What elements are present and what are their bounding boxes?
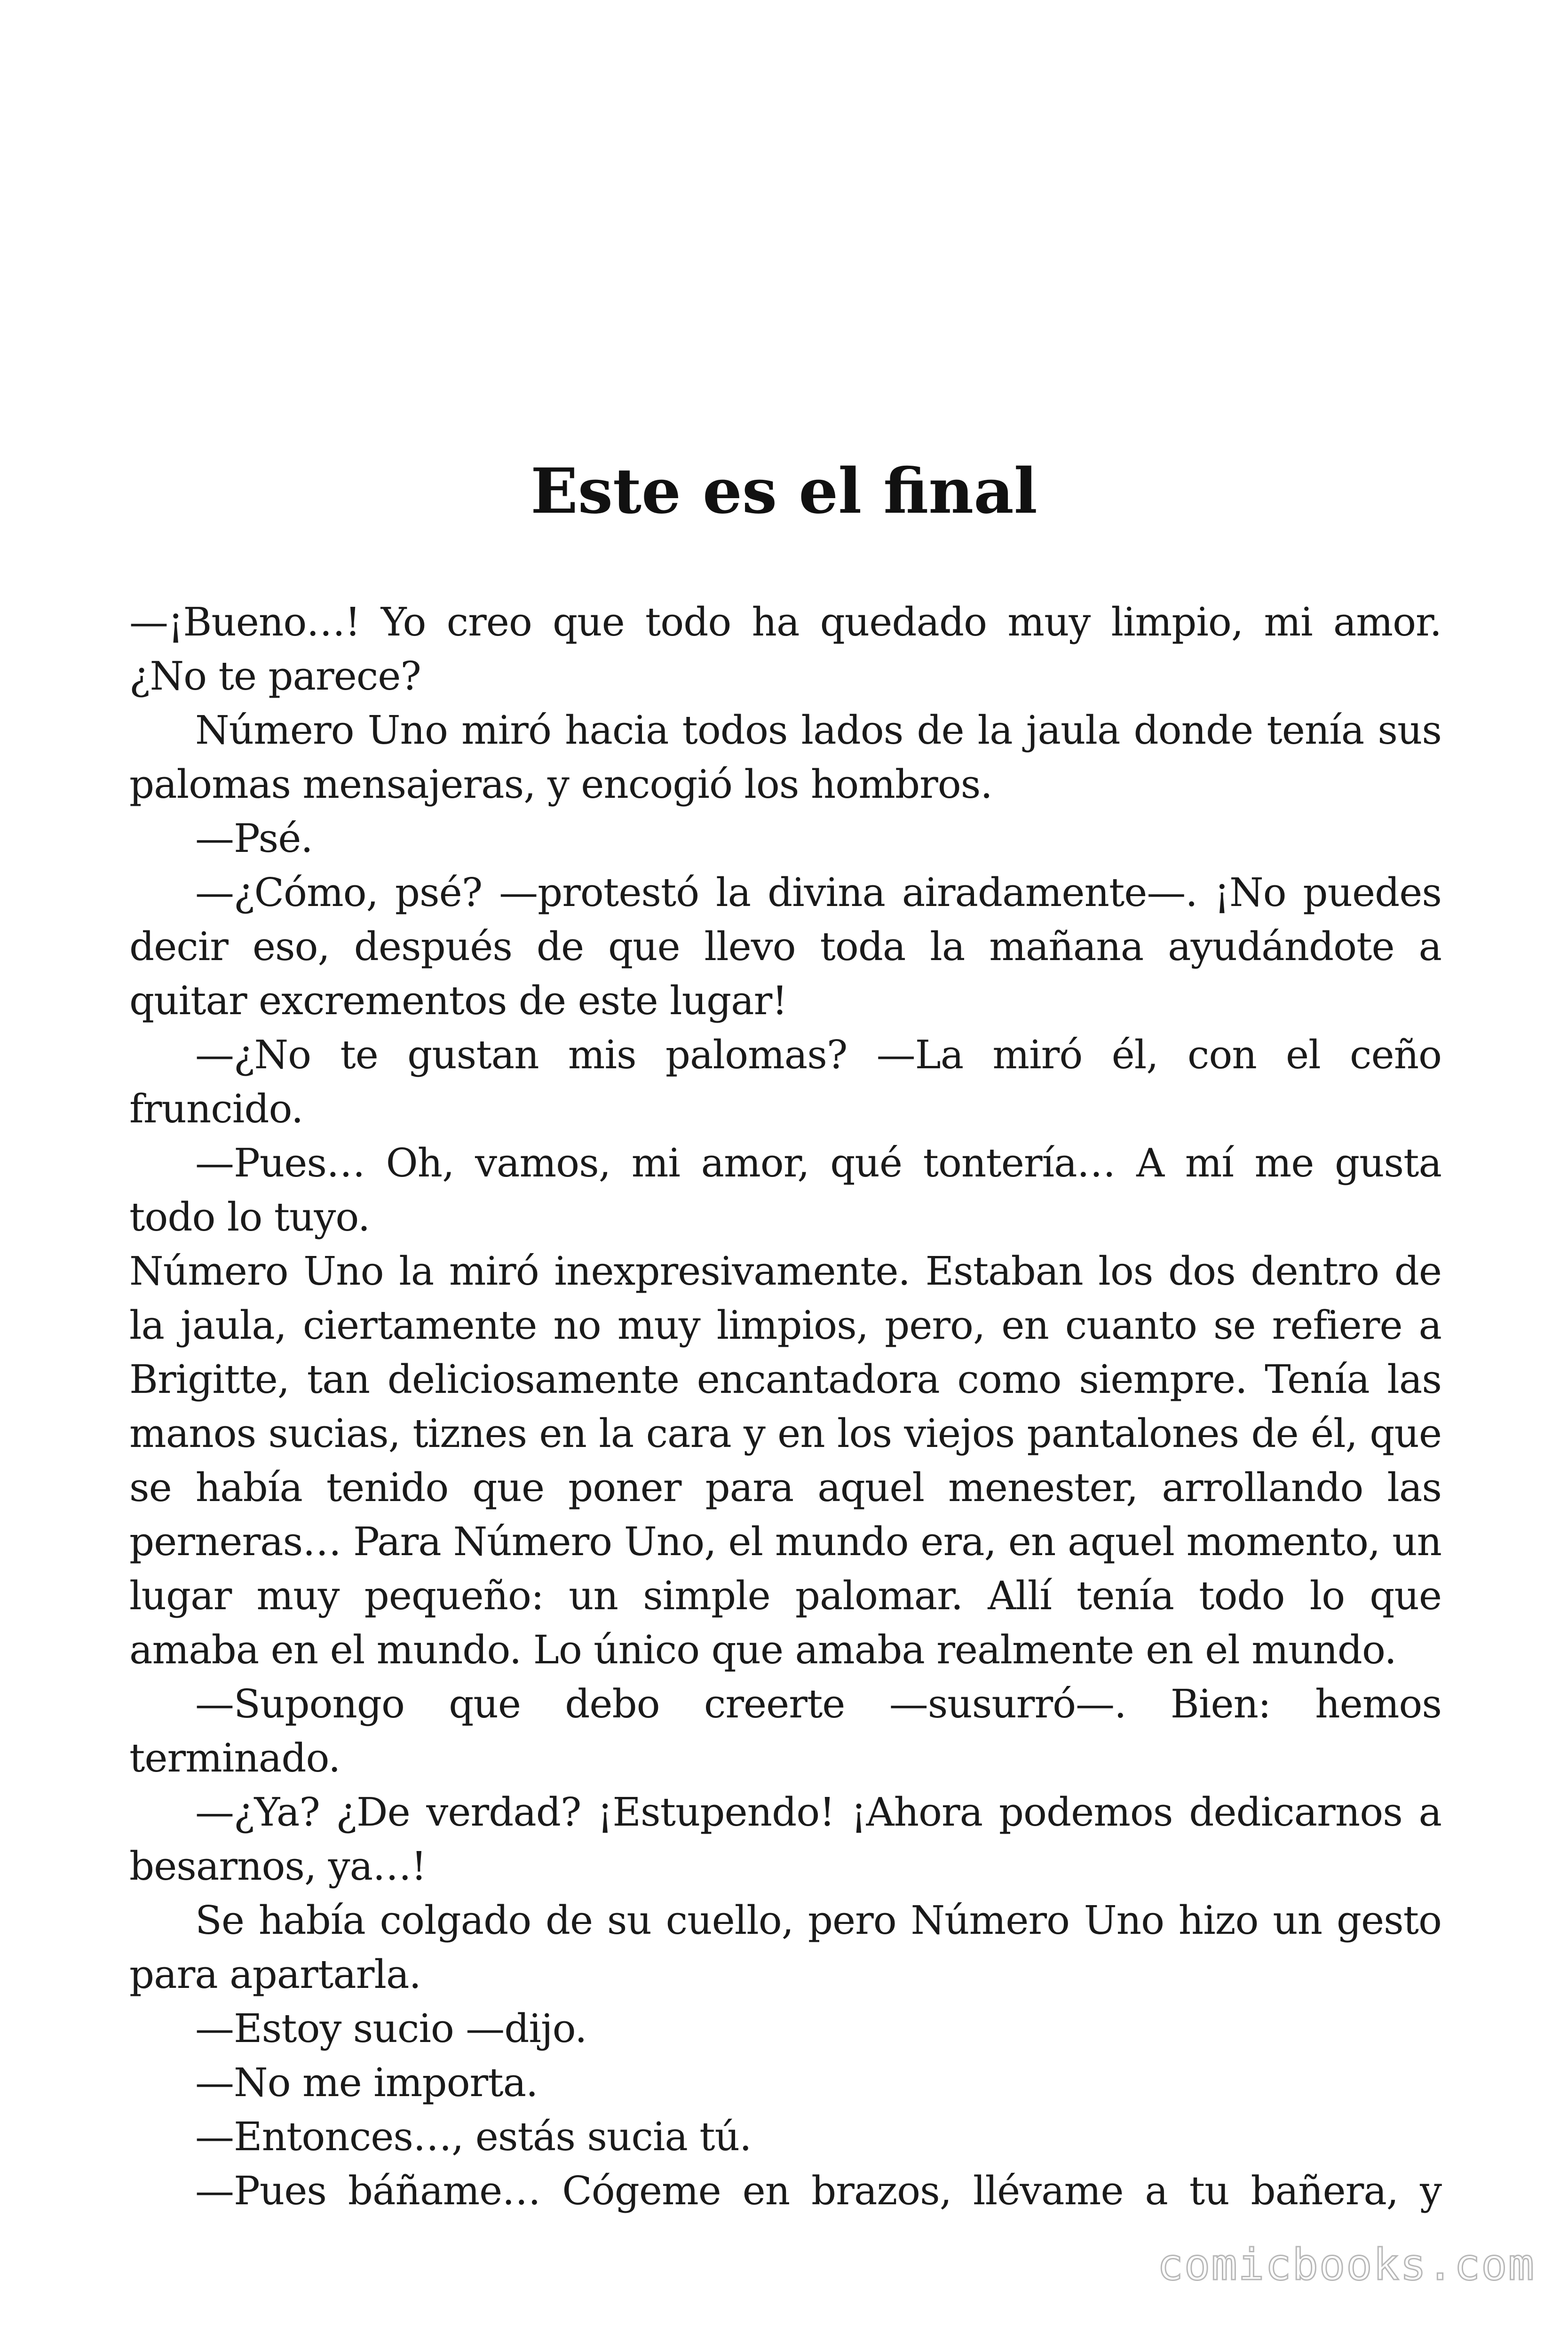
paragraph-7: Número Uno la miró inexpresivamente. Estaban los dos dentro de la jaula, ciertamente no muy limpios, pero, en cuanto se refiere a Brigitte, tan deliciosamente encantadora como siempre. Tenía las manos sucias, tiznes en la cara y en los viejos pantalones de él, que se había tenido que poner para aquel menester, arrollando las perneras… Para Número Uno, el mundo era, en aquel momento, un lugar muy pequeño: un simple palomar. Allí tenía todo lo que amaba en el mundo. Lo único que amaba realmente en el mundo. xyxy=(129,1248,1441,1673)
paragraph-11: —Estoy sucio —dijo. xyxy=(195,2006,587,2051)
paragraph-2: Número Uno miró hacia todos lados de la jaula donde tenía sus palomas mensajeras, y encogió los hombros. xyxy=(129,707,1441,807)
paragraph-13: —Entonces…, estás sucia tú. xyxy=(195,2114,752,2160)
paragraph-3: —Psé. xyxy=(195,816,313,861)
watermark: comicbooks.com xyxy=(1157,2240,1535,2290)
paragraph-1: —¡Bueno…! Yo creo que todo ha quedado muy limpio, mi amor. ¿No te parece? xyxy=(129,599,1441,699)
paragraph-4: —¿Cómo, psé? —protestó la divina airadamente—. ¡No puedes decir eso, después de que llevo toda la mañana ayudándote a quitar excrementos de este lugar! xyxy=(129,870,1441,1024)
paragraph-6: —Pues… Oh, vamos, mi amor, qué tontería… A mí me gusta todo lo tuyo. xyxy=(129,1140,1441,1240)
body-text xyxy=(129,595,1441,2218)
paragraph-9: —¿Ya? ¿De verdad? ¡Estupendo! ¡Ahora podemos dedicarnos a besarnos, ya…! xyxy=(129,1789,1441,1889)
paragraph-12: —No me importa. xyxy=(195,2060,538,2106)
chapter-title: Este es el final xyxy=(531,455,1037,528)
paragraph-14: —Pues báñame… Cógeme en brazos, llévame a tu bañera, y xyxy=(195,2168,1441,2214)
paragraph-8: —Supongo que debo creerte —susurró—. Bien: hemos terminado. xyxy=(129,1681,1441,1781)
paragraph-10: Se había colgado de su cuello, pero Número Uno hizo un gesto para apartarla. xyxy=(129,1898,1441,1997)
paragraph-5: —¿No te gustan mis palomas? —La miró él, con el ceño fruncido. xyxy=(129,1032,1441,1132)
